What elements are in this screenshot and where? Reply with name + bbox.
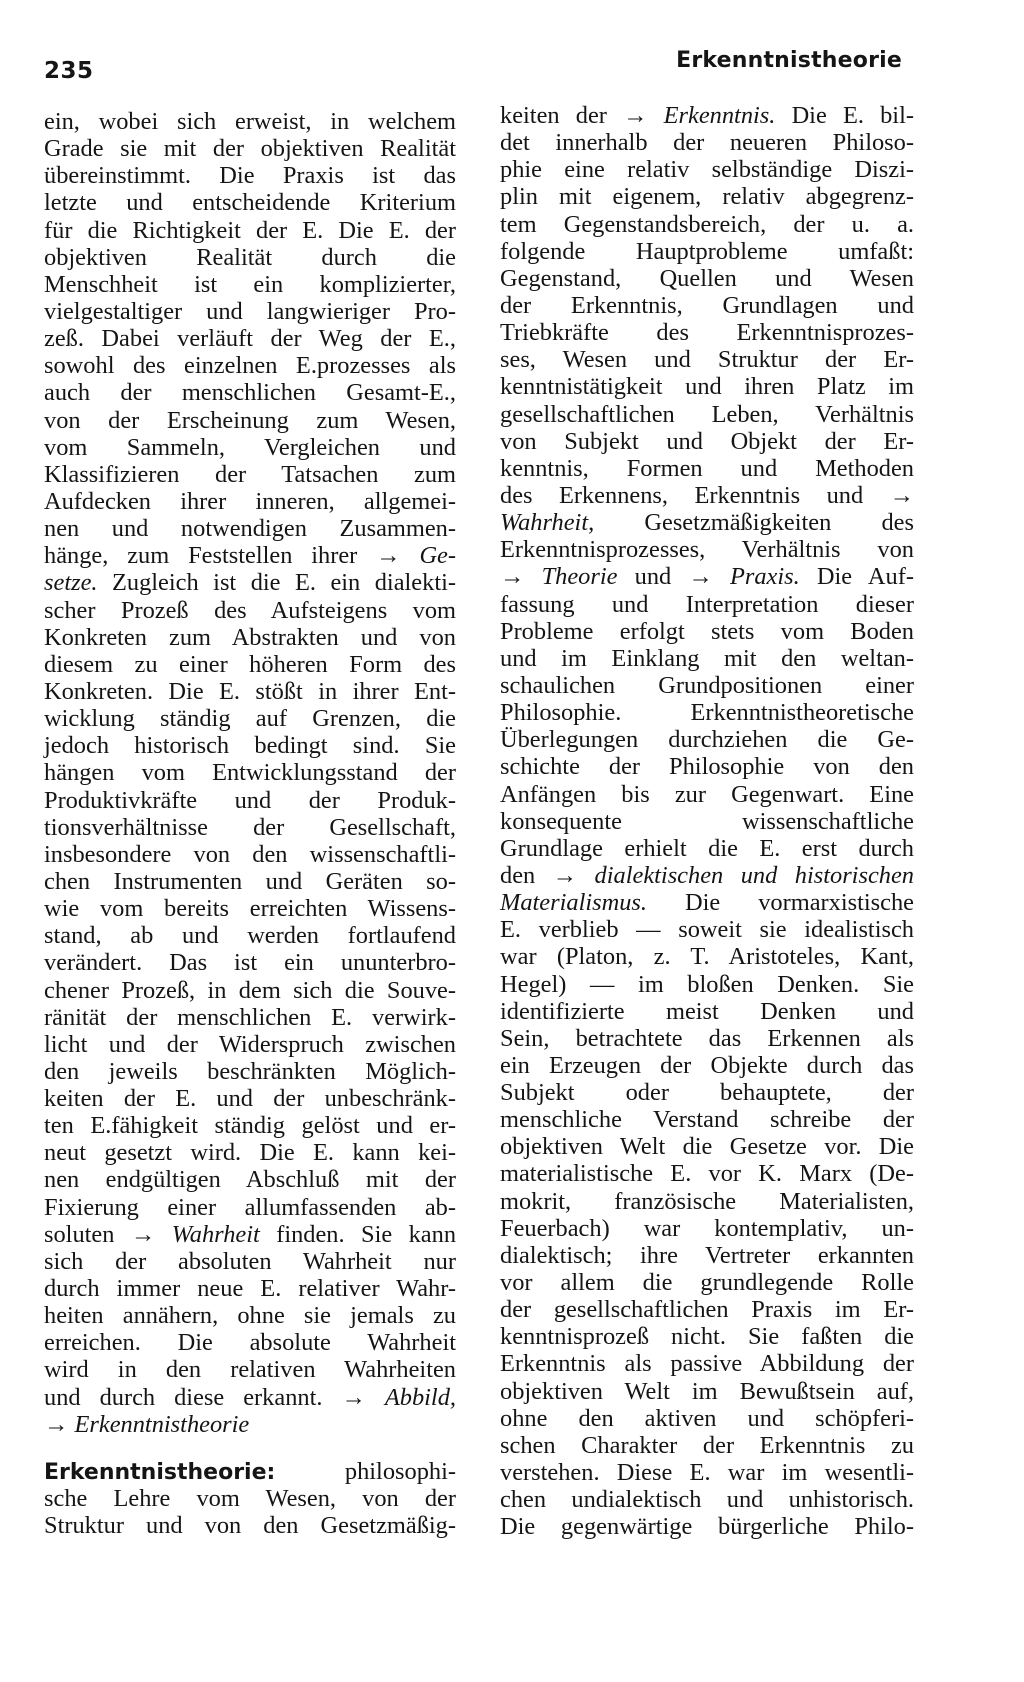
text-line: dialektisch; ihre Vertreter erkannten	[500, 1241, 914, 1269]
text-fragment: Die vormarxistische	[647, 889, 914, 917]
text-line: nen und notwendigen Zusammen-	[44, 515, 456, 543]
text-line: Erkenntnis als passive Abbildung der	[500, 1350, 914, 1378]
text-line: materialistische E. vor K. Marx (De-	[500, 1160, 914, 1188]
text-line: Aufdecken ihrer inneren, allgemei-	[44, 487, 456, 515]
text-line: insbesondere von den wissenschaftli-	[44, 840, 456, 868]
text-line: Erkenntnisprozesses, Verhältnis von	[500, 536, 914, 564]
cross-reference-link[interactable]: Ge-	[419, 542, 456, 570]
text-line: stand, ab und werden fortlaufend	[44, 922, 456, 950]
text-line: auch der menschlichen Gesamt-E.,	[44, 379, 456, 407]
text-line: phie eine relativ selbständige Diszi-	[500, 156, 914, 184]
text-line: Triebkräfte des Erkenntnisprozes-	[500, 319, 914, 347]
text-line: kenntnistätigkeit und ihren Platz im	[500, 373, 914, 401]
text-line	[500, 889, 914, 916]
text-line: von Subjekt und Objekt der Er-	[500, 427, 914, 455]
text-line: chen undialektisch und unhistorisch.	[500, 1486, 914, 1514]
text-line: scher Prozeß des Aufsteigens vom	[44, 596, 456, 624]
text-line: hängen vom Entwicklungsstand der	[44, 759, 456, 787]
text-line: der gesellschaftlichen Praxis im Er-	[500, 1296, 914, 1324]
text-line: objektiven Welt im Bewußtsein auf,	[500, 1377, 914, 1405]
text-line: erreichen. Die absolute Wahrheit	[44, 1329, 456, 1357]
text-line: ohne den aktiven und schöpferi-	[500, 1404, 914, 1432]
text-line: det innerhalb der neueren Philoso-	[500, 129, 914, 157]
text-line: Subjekt oder behauptete, der	[500, 1079, 914, 1107]
text-line: Probleme erfolgt stets vom Boden	[500, 617, 914, 645]
text-fragment: →	[500, 563, 542, 591]
text-line: und im Einklang mit den weltan-	[500, 644, 914, 672]
text-line: licht und der Widerspruch zwischen	[44, 1030, 456, 1058]
cross-reference-link[interactable]: Praxis.	[729, 563, 800, 591]
text-line	[44, 569, 456, 596]
cross-reference-link[interactable]: Wahrheit,	[500, 509, 595, 537]
text-fragment: Zugleich ist die E. ein dialekti-	[97, 569, 456, 597]
text-line: Feuerbach) war kontemplativ, un-	[500, 1214, 914, 1242]
text-line: Gegenstand, Quellen und Wesen	[500, 264, 914, 292]
text-line: vielgestaltiger und langwieriger Pro-	[44, 297, 456, 325]
text-line: Grundlage erhielt die E. erst durch	[500, 834, 914, 862]
cross-reference-link[interactable]: setze.	[44, 569, 98, 597]
text-line: vom Sammeln, Vergleichen und	[44, 433, 456, 461]
text-line: ränität der menschlichen E. verwirk-	[44, 1003, 456, 1031]
text-line: der Erkenntnis, Grundlagen und	[500, 291, 914, 319]
text-line: objektiven Realität durch die	[44, 243, 456, 271]
text-line: gesellschaftlichen Leben, Verhältnis	[500, 400, 914, 428]
text-line: Überlegungen durchziehen die Ge-	[500, 726, 914, 754]
left-column	[44, 108, 456, 1539]
text-line: mokrit, französische Materialisten,	[500, 1187, 914, 1215]
text-line: sich der absoluten Wahrheit nur	[44, 1247, 456, 1275]
text-line	[44, 1384, 456, 1411]
text-line: ten E.fähigkeit ständig gelöst und er-	[44, 1112, 456, 1140]
paragraph-gap	[44, 1438, 456, 1458]
cross-reference-link[interactable]: dialektischen und historischen	[594, 861, 914, 889]
text-line: konsequente wissenschaftliche	[500, 807, 914, 835]
cross-reference-link[interactable]: Abbild,	[384, 1383, 456, 1411]
text-fragment: →	[44, 1410, 75, 1438]
text-line: keiten der E. und der unbeschränk-	[44, 1085, 456, 1113]
text-line: neut gesetzt wird. Die E. kann kei-	[44, 1139, 456, 1167]
text-line: Anfängen bis zur Gegenwart. Eine	[500, 780, 914, 808]
text-line: wie vom bereits erreichten Wissens-	[44, 895, 456, 923]
text-fragment: Die Auf-	[799, 563, 914, 591]
cross-reference-link[interactable]: Theorie	[541, 563, 618, 591]
text-line: des Erkennens, Erkenntnis und →	[500, 481, 914, 509]
cross-reference-link[interactable]: Wahrheit	[171, 1220, 260, 1248]
text-line: von der Erscheinung zum Wesen,	[44, 406, 456, 434]
text-line	[44, 1221, 456, 1248]
text-line: Philosophie. Erkenntnistheoretische	[500, 699, 914, 727]
text-line	[44, 1411, 456, 1438]
text-line: verändert. Das ist ein ununterbro-	[44, 949, 456, 977]
text-line: nen endgültigen Abschluß mit der	[44, 1166, 456, 1194]
text-fragment: soluten →	[44, 1220, 172, 1248]
text-line: Fixierung einer allumfassenden ab-	[44, 1193, 456, 1221]
text-line: Grade sie mit der objektiven Realität	[44, 135, 456, 163]
text-line: schichte der Philosophie von den	[500, 753, 914, 781]
text-line: wicklung ständig auf Grenzen, die	[44, 705, 456, 733]
text-line: kenntnisprozeß nicht. Sie faßten die	[500, 1323, 914, 1351]
cross-reference-link[interactable]: Materialismus.	[500, 889, 648, 917]
text-fragment: finden. Sie kann	[259, 1220, 457, 1248]
text-fragment: Die E. bil-	[775, 102, 914, 129]
text-line: Produktivkräfte und der Produk-	[44, 786, 456, 814]
text-line: identifizierte meist Denken und	[500, 997, 914, 1025]
text-line: Menschheit ist ein komplizierter,	[44, 270, 456, 298]
text-line: wird in den relativen Wahrheiten	[44, 1356, 456, 1384]
text-line	[44, 542, 456, 569]
text-line: chener Prozeß, in dem sich die Souve-	[44, 976, 456, 1004]
text-line: verstehen. Diese E. war im wesentli-	[500, 1459, 914, 1487]
text-line: menschliche Verstand schreibe der	[500, 1106, 914, 1134]
text-line: zeß. Dabei verläuft der Weg der E.,	[44, 325, 456, 353]
text-line: plin mit eigenem, relativ abgegrenz-	[500, 183, 914, 211]
cross-reference-link[interactable]: Erkenntnis.	[663, 102, 776, 129]
text-line: Struktur und von den Gesetzmäßig-	[44, 1512, 456, 1540]
text-line: heiten annähern, ohne sie jemals zu	[44, 1302, 456, 1330]
text-line: den jeweils beschränkten Möglich-	[44, 1057, 456, 1085]
text-fragment: hänge, zum Feststellen ihrer →	[44, 542, 420, 570]
text-line: chen Instrumenten und Geräten so-	[44, 867, 456, 895]
text-line: übereinstimmt. Die Praxis ist das	[44, 162, 456, 190]
text-line: kenntnis, Formen und Methoden	[500, 454, 914, 482]
text-line: vor allem die grundlegende Rolle	[500, 1269, 914, 1297]
page-number: 235	[44, 58, 94, 84]
text-line: sche Lehre vom Wesen, von der	[44, 1485, 456, 1513]
text-line: tem Gegenstandsbereich, der u. a.	[500, 210, 914, 238]
text-line	[500, 102, 914, 129]
entry-heading-line	[44, 1458, 456, 1485]
text-line	[500, 509, 914, 536]
text-fragment: philosophi-	[275, 1457, 456, 1485]
text-line: Klassifizieren der Tatsachen zum	[44, 460, 456, 488]
text-line: für die Richtigkeit der E. Die E. der	[44, 216, 456, 244]
text-line	[500, 862, 914, 889]
text-line: ein, wobei sich erweist, in welchem	[44, 108, 456, 135]
text-line: schaulichen Grundpositionen einer	[500, 671, 914, 699]
text-fragment: den →	[500, 861, 595, 889]
running-head: Erkenntnistheorie	[676, 48, 902, 73]
text-line: schen Charakter der Erkenntnis zu	[500, 1431, 914, 1459]
text-line: folgende Hauptprobleme umfaßt:	[500, 237, 914, 265]
text-line	[500, 563, 914, 590]
text-line: tionsverhältnisse der Gesellschaft,	[44, 813, 456, 841]
right-column	[500, 102, 914, 1540]
text-line: E. verblieb — soweit sie idealistisch	[500, 916, 914, 944]
text-line: sowohl des einzelnen E.prozesses als	[44, 352, 456, 380]
text-line: letzte und entscheidende Kriterium	[44, 189, 456, 217]
text-line: Hegel) — im bloßen Denken. Sie	[500, 970, 914, 998]
text-line: war (Platon, z. T. Aristoteles, Kant,	[500, 943, 914, 971]
entry-headword: Erkenntnistheorie:	[44, 1459, 276, 1485]
text-line: fassung und Interpretation dieser	[500, 590, 914, 618]
text-line: jedoch historisch bedingt sind. Sie	[44, 732, 456, 760]
text-line: ses, Wesen und Struktur der Er-	[500, 346, 914, 374]
text-line: Konkreten zum Abstrakten und von	[44, 623, 456, 651]
text-fragment: und →	[617, 563, 730, 591]
text-line: ein Erzeugen der Objekte durch das	[500, 1051, 914, 1079]
text-fragment: keiten der →	[500, 102, 664, 129]
text-line: objektiven Welt die Gesetze vor. Die	[500, 1133, 914, 1161]
text-fragment: und durch diese erkannt. →	[44, 1383, 385, 1411]
text-line: Konkreten. Die E. stößt in ihrer Ent-	[44, 677, 456, 705]
text-line: durch immer neue E. relativer Wahr-	[44, 1275, 456, 1303]
text-line: Sein, betrachtete das Erkennen als	[500, 1024, 914, 1052]
text-fragment: Gesetzmäßigkeiten des	[594, 509, 914, 537]
text-line: Die gegenwärtige bürgerliche Philo-	[500, 1513, 914, 1541]
cross-reference-link[interactable]: Erkenntnistheorie	[74, 1410, 250, 1438]
text-line: diesem zu einer höheren Form des	[44, 650, 456, 678]
